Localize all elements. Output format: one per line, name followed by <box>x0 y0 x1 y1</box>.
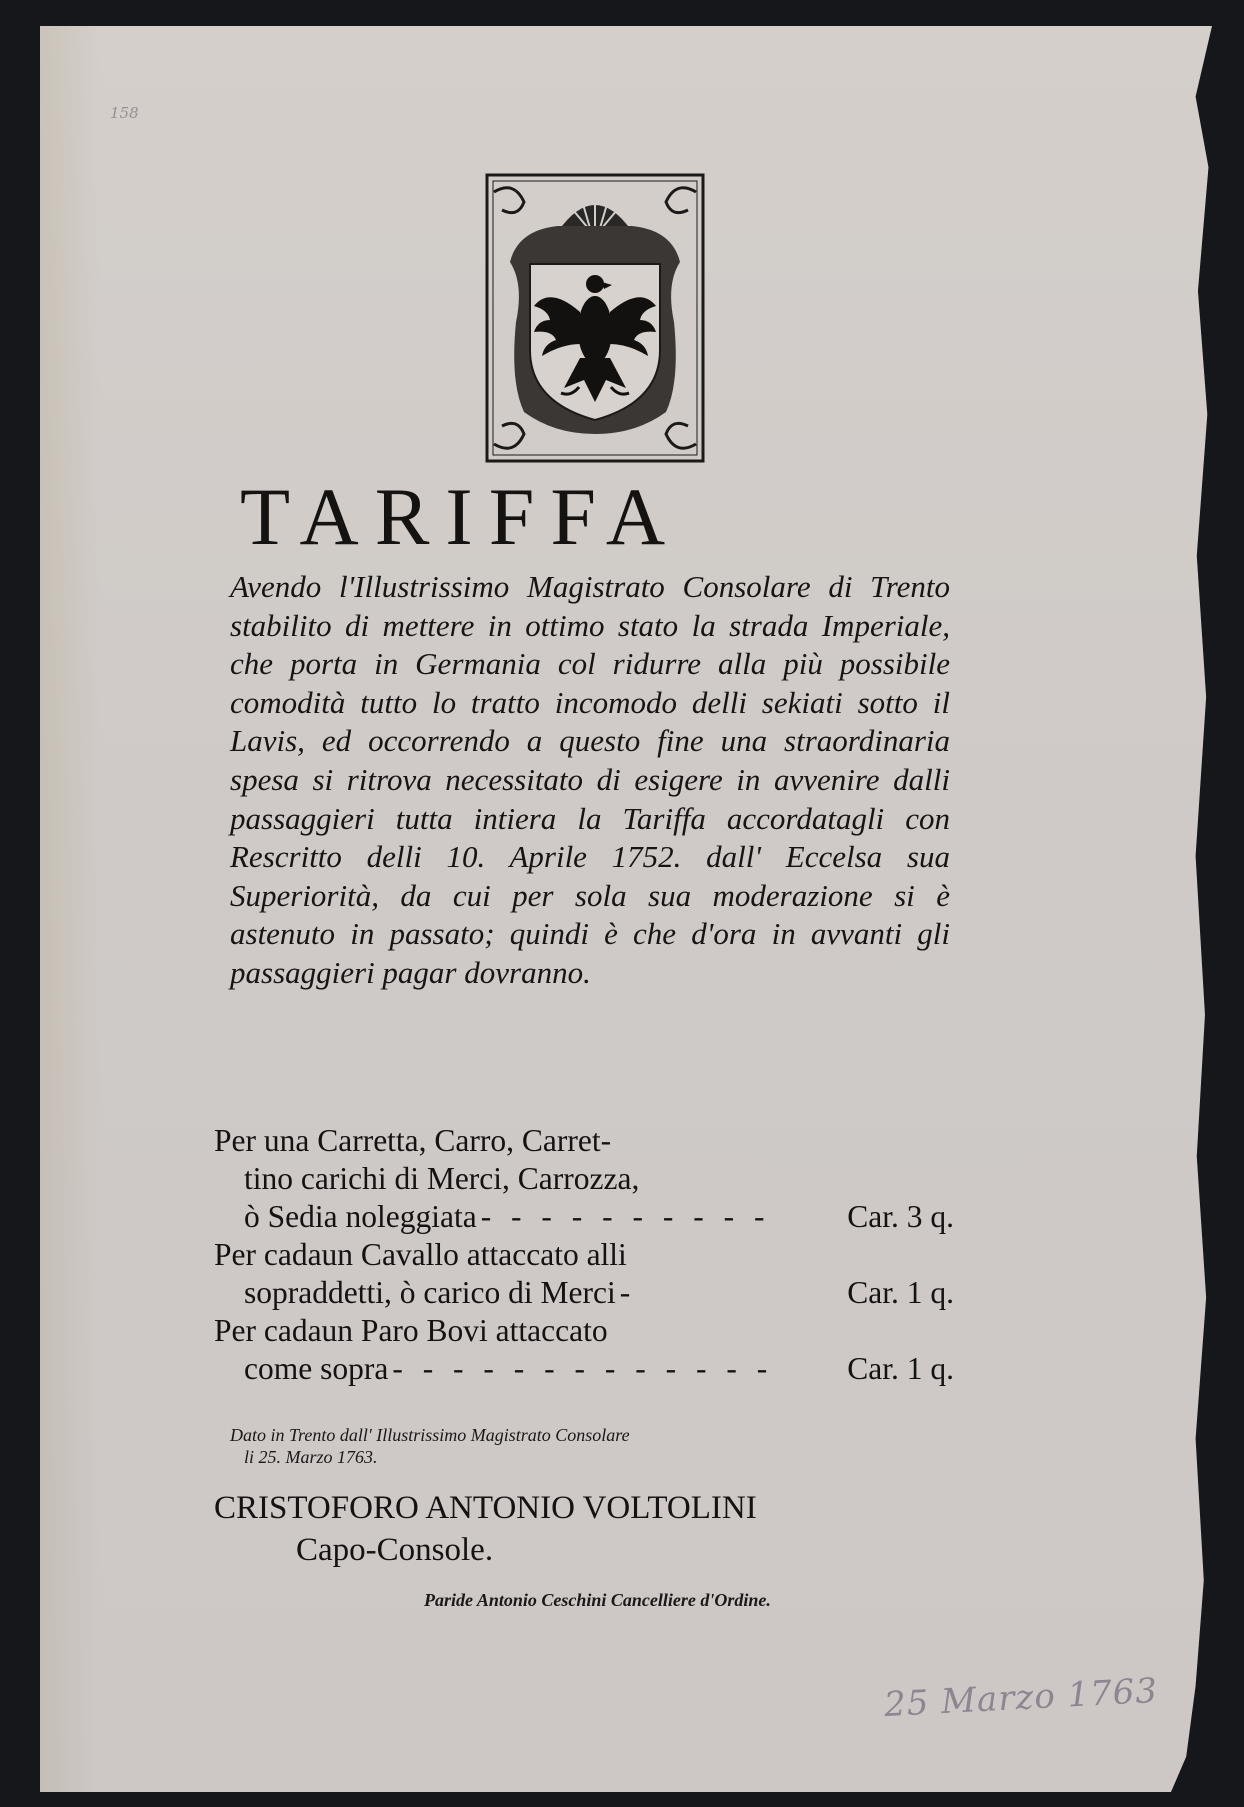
tariff-price-row <box>214 1198 954 1236</box>
signer-name: CRISTOFORO ANTONIO VOLTOLINI <box>214 1490 757 1526</box>
dot-leader: - <box>619 1275 637 1310</box>
tariff-price-row <box>214 1350 954 1388</box>
tariff-line: tino carichi di Merci, Carrozza, <box>244 1161 640 1196</box>
handwritten-date: 25 Marzo 1763 <box>883 1670 1159 1726</box>
document-title: TARIFFA <box>240 471 682 562</box>
tariff-line: Per cadaun Paro Bovi attaccato <box>214 1313 608 1348</box>
tariff-item: ò Sedia noleggiata <box>244 1199 477 1234</box>
tariff-line: Per cadaun Cavallo attaccato alli <box>214 1237 627 1272</box>
dated-line: Dato in Trento dall' Illustrissimo Magistrato Consolare <box>230 1425 630 1445</box>
pencil-archive-number: 158 <box>110 104 139 122</box>
tariff-item: come sopra <box>244 1351 389 1386</box>
tariff-entry-oxen <box>214 1312 954 1388</box>
tariff-line: Per una Carretta, Carro, Carret- <box>214 1123 612 1158</box>
dot-leader: - - - - - - - - - - - - - <box>392 1351 774 1386</box>
tariff-entry-carriage <box>214 1122 954 1236</box>
tariff-entry-horse <box>214 1236 954 1312</box>
chancellor-line: Paride Antonio Ceschini Cancelliere d'Ordine. <box>424 1590 771 1610</box>
eagle-coat-of-arms-icon <box>484 172 706 464</box>
tariff-price: Car. 1 q. <box>847 1275 954 1310</box>
dot-leader: - - - - - - - - - - <box>480 1199 771 1234</box>
proclamation-text: Avendo l'Illustrissimo Magistrato Consolare di Trento stabilito di mettere in ottimo stato la strada Imperiale, che porta in Germania col ridurre alla più possibile comodità tutto lo tratto incomodo delli sekiati sotto il Lavis, ed occorrendo a questo fine una straordinaria spesa si ritrova necessitato di esigere in avvenire dalli passaggieri tutta intiera la Tariffa accordatagli con Rescritto delli 10. Aprile 1752. dall' Eccelsa sua Superiorità, da cui per sola sua moderazione si è astenuto in passato; quindi è che d'ora in avvanti gli passaggieri pagar dovranno. <box>230 569 950 990</box>
signer-title: Capo-Console. <box>296 1532 494 1568</box>
dated-line: li 25. Marzo 1763. <box>244 1447 378 1467</box>
dated-statement <box>230 1424 850 1468</box>
tariff-price: Car. 3 q. <box>847 1199 954 1234</box>
tariff-price-row <box>214 1274 954 1312</box>
tariff-item: sopraddetti, ò carico di Merci <box>244 1275 616 1310</box>
tariff-price: Car. 1 q. <box>847 1351 954 1386</box>
